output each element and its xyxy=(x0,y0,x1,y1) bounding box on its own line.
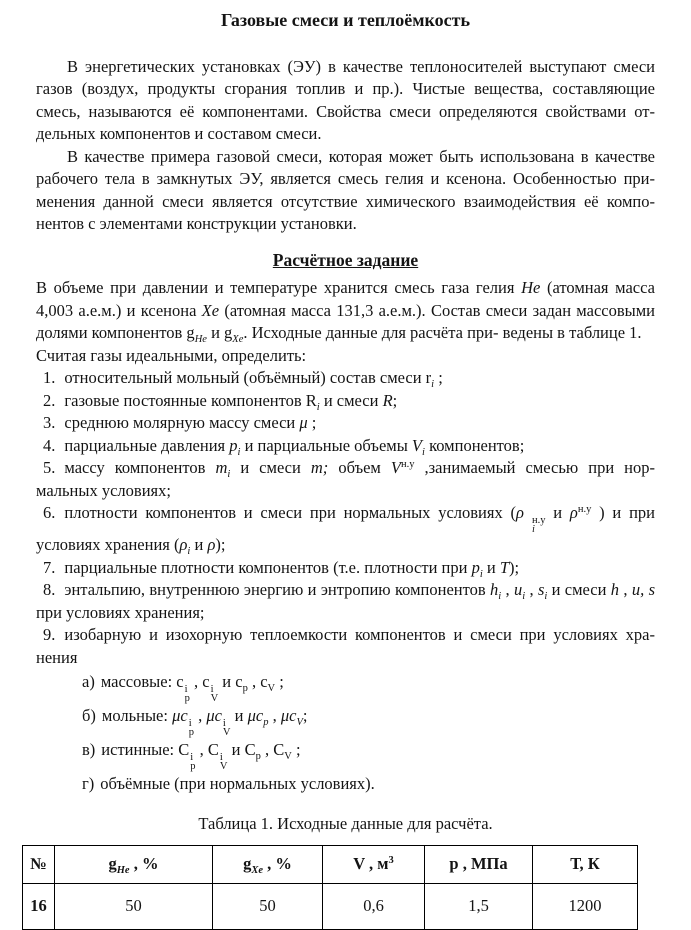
task-item-8 xyxy=(36,579,655,624)
subitem-text: объёмные (при нормальных условиях). xyxy=(100,774,375,793)
cell-temperature: 1200 xyxy=(533,883,638,929)
item-number: 2. xyxy=(43,390,56,410)
task-item-4 xyxy=(36,435,655,458)
task-item-5 xyxy=(36,457,655,502)
intro-paragraph-1: В энергетических установках (ЭУ) в качестве теплоносителей выступают смеси газов (воздух, продукты сгорания топлив и пр.). Чистые вещества, составляющие смесь, называются её компонентами. Свойства смеси определяются свойствами от- дельных компонентов и составом смеси. xyxy=(36,56,655,143)
item-number: 3. xyxy=(43,413,56,432)
item-text: парциальные плотности компонентов (т.е. плотности при $p_i$ и T); xyxy=(64,557,520,580)
subitem-letter: б) xyxy=(82,706,96,725)
task-item-9 xyxy=(36,624,655,669)
input-data-table xyxy=(22,845,638,930)
task-subitem-v xyxy=(36,737,655,771)
item-text: изобарную и изохорную теплоемкости компонентов и смеси при условиях хра- нения xyxy=(36,625,655,667)
cell-g-he: 50 xyxy=(55,883,213,929)
subitem-text: истинные: C i p , C i V и $C_p$ , $C_V$ ; xyxy=(101,740,301,772)
item-number: 4. xyxy=(43,435,56,455)
col-header-g-xe: $g_{Xe}$ , % xyxy=(213,845,323,883)
item-text: газовые постоянные компонентов $R_i$ и смеси R; xyxy=(64,390,398,413)
item-text: парциальные давления $p_i$ и парциальные объемы $V_i$ компонентов; xyxy=(64,435,525,458)
task-item-7 xyxy=(36,557,655,580)
item-text: относительный мольный (объёмный) состав смеси $r_i$ ; xyxy=(64,368,443,390)
subitem-letter: а) xyxy=(82,672,95,691)
item-number: 9. xyxy=(43,625,56,644)
col-header-g-he: $g_{He}$ , % xyxy=(55,845,213,883)
task-subitem-g xyxy=(36,771,655,797)
subitem-text: мольные: μc i p , μc i V и $\mu c_p$ , $\mu c_V$; xyxy=(101,706,308,738)
col-header-volume: V , $м^3$ xyxy=(323,845,425,883)
col-header-number: № xyxy=(23,845,55,883)
cell-variant-number: 16 xyxy=(23,883,55,929)
item-text: среднюю молярную массу смеси μ ; xyxy=(64,413,317,432)
task-item-6 xyxy=(36,502,655,557)
task-determine-label: Считая газы идеальными, определить: xyxy=(36,345,307,365)
item-text: массу компонентов $m_i$ и смеси m; объем $V^{н.у}$ ,занимаемый смесью при нор- мальных условиях; xyxy=(36,458,656,500)
col-header-pressure: p , МПа xyxy=(425,845,533,883)
item-number: 7. xyxy=(43,557,56,577)
section-heading-wrap xyxy=(36,249,655,273)
table-header-row xyxy=(23,845,638,883)
subitem-letter: г) xyxy=(82,774,95,793)
cell-pressure: 1,5 xyxy=(425,883,533,929)
table-caption: Таблица 1. Исходные данные для расчёта. xyxy=(198,814,493,833)
section-heading: Расчётное задание xyxy=(272,249,419,270)
col-header-temperature: Т, К xyxy=(533,845,638,883)
task-item-3 xyxy=(36,412,655,435)
task-subitem-a xyxy=(36,669,655,703)
table-row xyxy=(23,883,638,929)
item-text: плотности компонентов и смеси при нормальных условиях (ρ н.у i и $\rho^{н.у}$ ) и при условиях хранения ($\rho_i$ и ρ); xyxy=(36,503,655,557)
subitem-letter: в) xyxy=(82,740,96,759)
intro-paragraph-2: В качестве примера газовой смеси, которая может быть использована в качестве рабочего тела в замкнутых ЭУ, является смесь гелия и ксенона. Особенностью при- менения данной смеси является отсутствие химического взаимодействия её компо- нентов с элементами конструкции установки. xyxy=(36,146,655,233)
item-number: 1. xyxy=(43,368,56,387)
subitem-text: массовые: c i p , c i V и $c_p$ , $c_V$ ; xyxy=(100,672,284,704)
task-item-1 xyxy=(36,367,655,390)
task-item-2 xyxy=(36,390,655,413)
item-number: 6. xyxy=(43,503,56,522)
item-text: энтальпию, внутреннюю энергию и энтропию компонентов $h_i$ , $u_i$ , $s_i$ и смеси h , u, s при условиях хранения; xyxy=(36,580,655,622)
item-number: 8. xyxy=(43,580,56,599)
task-intro-paragraph: В объеме при давлении и температуре хранится смесь газа гелия He (атомная масса 4,003 а.е.м.) и ксенона Xe (атомная масса 131,3 а.е.м.). Состав смеси задан массовыми долями компонентов $g_{He}$ и $g_{Xe}$. Исходные данные для расчёта при- ведены в таблице 1. xyxy=(36,278,655,345)
cell-g-xe: 50 xyxy=(213,883,323,929)
cell-volume: 0,6 xyxy=(323,883,425,929)
item-number: 5. xyxy=(43,458,56,477)
task-subitem-b xyxy=(36,703,655,737)
page-title: Газовые смеси и теплоёмкость xyxy=(220,10,471,30)
